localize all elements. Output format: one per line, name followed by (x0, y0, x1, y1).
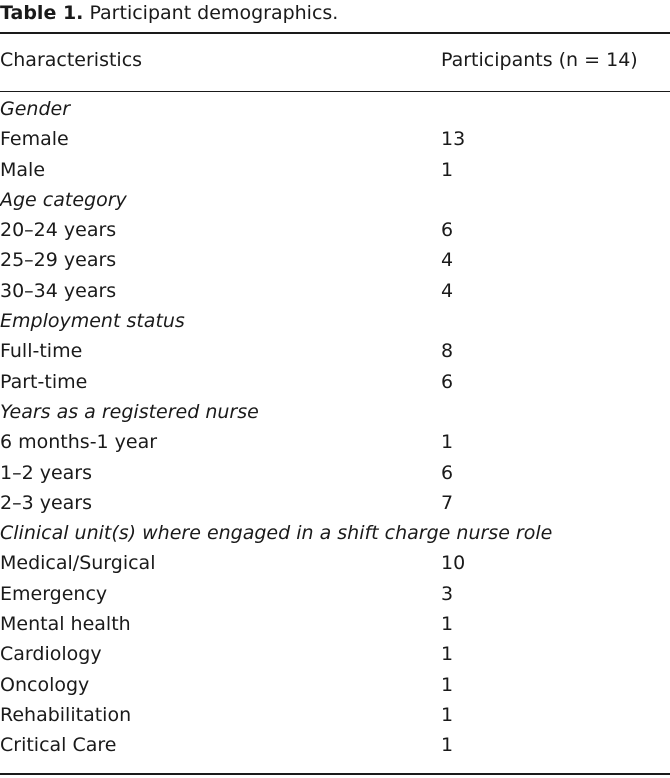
row-label: Cardiology (0, 643, 102, 666)
participant-count: 1 (441, 613, 454, 636)
participant-count: 1 (441, 643, 454, 666)
table-caption (0, 1, 338, 25)
table-caption-text: Participant demographics. (89, 2, 339, 24)
category-label: Years as a registered nurse (0, 400, 259, 423)
row-label: Rehabilitation (0, 703, 132, 726)
table-row (0, 670, 670, 700)
row-label: 30–34 years (0, 279, 117, 302)
table-row (0, 336, 670, 366)
participant-count: 4 (441, 279, 454, 302)
table-row (0, 579, 670, 609)
category-label: Gender (0, 98, 71, 120)
row-label: Emergency (0, 582, 108, 605)
row-label: 25–29 years (0, 249, 117, 272)
row-label: Male (0, 158, 46, 181)
row-label: Medical/Surgical (0, 552, 156, 575)
table-category-row (0, 185, 670, 215)
row-label: Critical Care (0, 734, 117, 757)
participant-count: 8 (441, 340, 454, 363)
row-label: 1–2 years (0, 461, 93, 484)
table-header-row (0, 44, 670, 76)
participant-count: 1 (441, 734, 454, 757)
table-row (0, 215, 670, 245)
participant-count: 10 (441, 552, 466, 575)
table-row (0, 609, 670, 639)
participant-count: 6 (441, 370, 454, 393)
row-label: 20–24 years (0, 219, 117, 242)
row-label: Female (0, 128, 69, 151)
category-label: Employment status (0, 310, 185, 333)
table-row (0, 639, 670, 669)
column-header-participants: Participants (n = 14) (441, 49, 638, 71)
table-category-row (0, 518, 670, 548)
table-row (0, 124, 670, 154)
table-bottom-rule (0, 773, 670, 775)
table-row (0, 458, 670, 488)
participant-count: 1 (441, 673, 454, 696)
table-row (0, 488, 670, 518)
row-label: 2–3 years (0, 491, 93, 514)
table-row (0, 367, 670, 397)
column-header-characteristics: Characteristics (0, 49, 143, 71)
table-row (0, 548, 670, 578)
participant-count: 6 (441, 219, 454, 242)
participant-count: 3 (441, 582, 454, 605)
table-row (0, 276, 670, 306)
table-row (0, 700, 670, 730)
participant-count: 6 (441, 461, 454, 484)
participant-count: 1 (441, 158, 454, 181)
category-label: Clinical unit(s) where engaged in a shift charge nurse role (0, 522, 553, 545)
row-label: Full-time (0, 340, 83, 363)
row-label: Mental health (0, 613, 131, 636)
table-top-rule (0, 32, 670, 34)
row-label: Part-time (0, 370, 88, 393)
participant-count: 13 (441, 128, 466, 151)
table-category-row (0, 397, 670, 427)
table-row (0, 730, 670, 760)
table-category-row (0, 306, 670, 336)
row-label: Oncology (0, 673, 90, 696)
table-body (0, 94, 670, 761)
participant-count: 4 (441, 249, 454, 272)
participant-count: 1 (441, 703, 454, 726)
participant-count: 1 (441, 431, 454, 454)
table-row (0, 155, 670, 185)
category-label: Age category (0, 188, 127, 211)
participant-count: 7 (441, 491, 454, 514)
table-header-rule (0, 91, 670, 92)
table-category-row (0, 94, 670, 124)
table-row (0, 427, 670, 457)
table-row (0, 245, 670, 275)
table-caption-label: Table 1. (0, 2, 84, 24)
row-label: 6 months-1 year (0, 431, 158, 454)
